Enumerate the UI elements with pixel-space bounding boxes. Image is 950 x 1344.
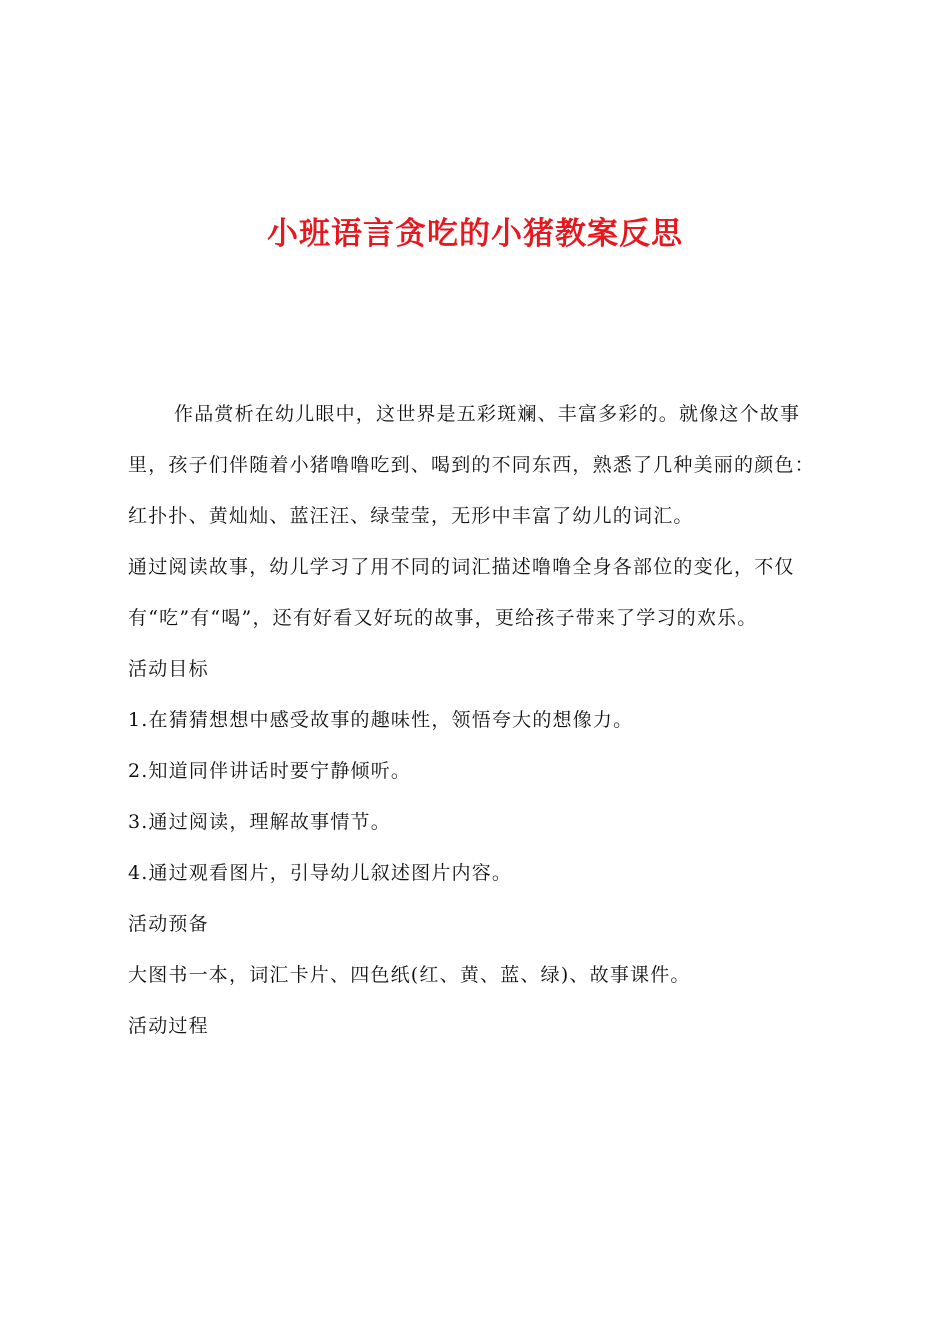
document-title: 小班语言贪吃的小猪教案反思 xyxy=(267,216,683,252)
goal-item-2: 2.知道同伴讲话时要宁静倾听。 xyxy=(128,760,412,782)
goal-item-4: 4.通过观看图片，引导幼儿叙述图片内容。 xyxy=(128,862,513,884)
preparation-heading: 活动预备 xyxy=(128,913,209,935)
intro-paragraph: 作品赏析在幼儿眼中，这世界是五彩斑斓、丰富多彩的。就像这个故事里，孩子们伴随着小猪噜噜吃到、喝到的不同东西，熟悉了几种美丽的颜色：红扑扑、黄灿灿、蓝汪汪、绿莹莹，无形中丰富了幼儿的词汇。 xyxy=(128,403,815,527)
goal-item-1: 1.在猜猜想想中感受故事的趣味性，领悟夸大的想像力。 xyxy=(128,709,634,731)
reading-paragraph: 通过阅读故事，幼儿学习了用不同的词汇描述噜噜全身各部位的变化，不仅有“吃”有“喝”，还有好看又好玩的故事，更给孩子带来了学习的欢乐。 xyxy=(128,556,795,629)
goals-heading: 活动目标 xyxy=(128,658,209,680)
goal-item-3: 3.通过阅读，理解故事情节。 xyxy=(128,811,391,833)
document-body xyxy=(128,389,834,1052)
process-heading: 活动过程 xyxy=(128,1015,209,1037)
preparation-text: 大图书一本，词汇卡片、四色纸(红、黄、蓝、绿)、故事课件。 xyxy=(128,964,691,986)
